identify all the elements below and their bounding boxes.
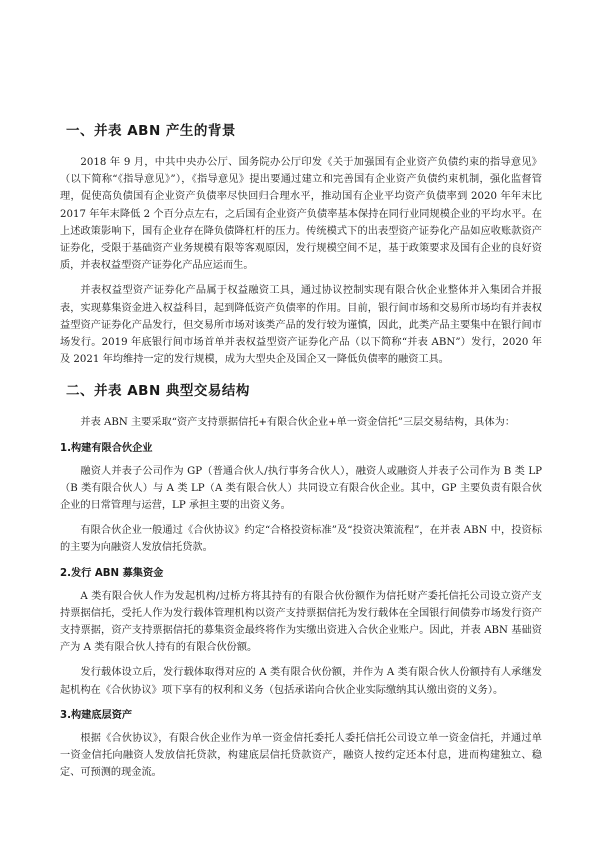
section-1-paragraph-2: 并表权益型资产证券化产品属于权益融资工具，通过协议控制实现有限合伙企业整体并入集团合并报表，实现募集资金进入权益科目，起到降低资产负债率的作用。目前，银行间市场和交易所市场均有并表权益型资产证券化产品发行，但交易所市场对该类产品的发行较为谨慎，因此，此类产品主要集中在银行间市场发行。2019 年底银行间市场首单并表权益型资产证券化产品（以下简称“并表 ABN”）发行，2020 年及 2021 年均维持一定的发行规模，成为大型央企及国企又一降低负债率的融资工具。 (60, 285, 542, 366)
section-1-paragraph-1: 2018 年 9 月，中共中央办公厅、国务院办公厅印发《关于加强国有企业资产负债约束的指导意见》（以下简称“《指导意见》”），《指导意见》提出要通过建立和完善国有企业资产负债约束机制，强化监督管理，促使高负债国有企业资产负债率尽快回归合理水平，推动国有企业平均资产负债率到 2020 年年末比 2017 年年末降低 2 个百分点左右，之后国有企业资产负债率基本保持在同行业同规模企业的平均水平。在上述政策影响下，国有企业存在降负债降杠杆的压力。传统模式下的出表型资产证券化产品如应收账款资产证券化，受限于基础资产业务规模有限等客观原因，发行规模空间不足，基于政策要求及国有企业的良好资质，并表权益型资产证券化产品应运而生。 (60, 157, 542, 272)
subsection-1-title: 1.构建有限合伙企业 (60, 442, 153, 454)
subsection-1-paragraph-1: 融资人并表子公司作为 GP（普通合伙人/执行事务合伙人），融资人或融资人并表子公司作为 B 类 LP（B 类有限合伙人）与 A 类 LP（A 类有限合伙人）共同设立有限合伙企业。其中，GP 主要负责有限合伙企业的日常管理与运营，LP 承担主要的出资义务。 (60, 465, 542, 512)
section-2-heading: 二、并表 ABN 典型交易结构 (66, 383, 250, 400)
section-1-heading: 一、并表 ABN 产生的背景 (66, 123, 236, 139)
subsection-1-paragraph-2: 有限合伙企业一般通过《合伙协议》约定“合格投资标准”及“投资决策流程”，在并表 ABN 中，投资标的主要为向融资人发放信托贷款。 (60, 525, 542, 554)
subsection-3-title: 3.构建底层资产 (60, 709, 133, 721)
subsection-2-title: 2.发行 ABN 募集资金 (60, 567, 164, 579)
subsection-2-paragraph-1: A 类有限合伙人作为发起机构/过桥方将其持有的有限合伙份额作为信托财产委托信托公司设立资产支持票据信托，受托人作为发行载体管理机构以资产支持票据信托为发行载体在全国银行间债券市场发行资产支持票据，资产支持票据信托的募集资金最终将作为实缴出资进入合伙企业账户。因此，并表 ABN 基础资产为 A 类有限合伙人持有的有限合伙份额。 (60, 590, 542, 654)
section-2-intro: 并表 ABN 主要采取“资产支持票据信托+有限合伙企业+单一资金信托”三层交易结构，具体为： (80, 417, 516, 429)
subsection-3-paragraph-1: 根据《合伙协议》，有限合伙企业作为单一资金信托委托人委托信托公司设立单一资金信托，并通过单一资金信托向融资人发放信托贷款，构建底层信托贷款资产，融资人按约定还本付息，进而构建独立、稳定、可预测的现金流。 (60, 732, 542, 779)
subsection-2-paragraph-2: 发行载体设立后，发行载体取得对应的 A 类有限合伙份额，并作为 A 类有限合伙人份额持有人承继发起机构在《合伙协议》项下享有的权利和义务（包括承诺向合伙企业实际缴纳其认缴出资的义务）。 (60, 667, 542, 696)
